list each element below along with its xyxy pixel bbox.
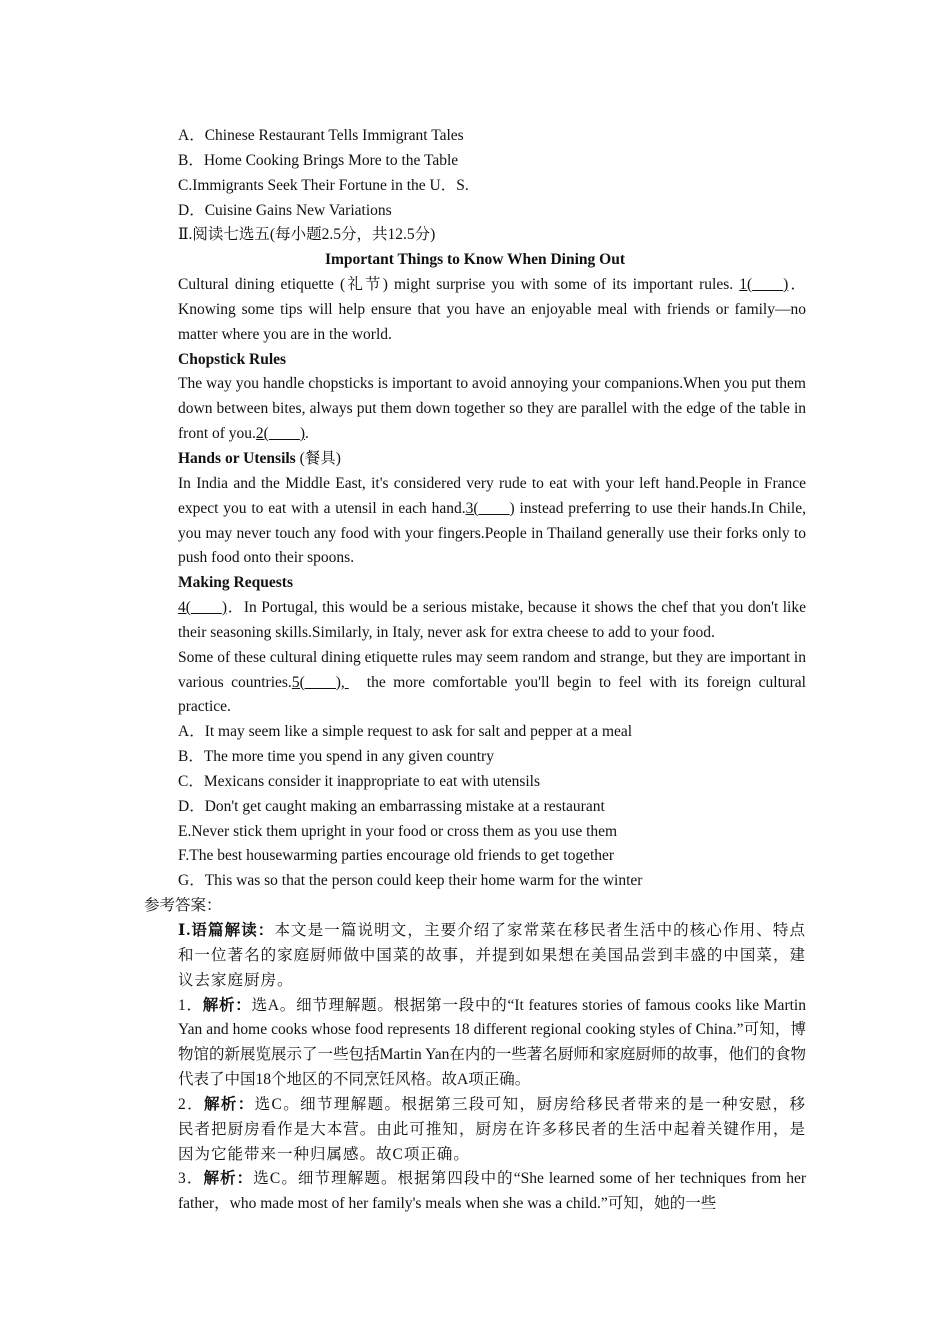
choice-g: G．This was so that the person could keep their home warm for the winter bbox=[178, 872, 643, 890]
passage-title: Important Things to Know When Dining Out bbox=[324, 251, 626, 269]
choice-c: C．Mexicans consider it inappropriate to eat with utensils bbox=[178, 772, 541, 790]
choice-f: F.The best housewarming parties encourage old friends to get together bbox=[178, 847, 615, 865]
answer-q3-text: 选C。细节理解题。根据第四段中的“She learned some of her techniques from her father，who made most of her family's meals when she was a child.”可知，她的一些 bbox=[178, 1170, 806, 1213]
paragraph-2-end: . bbox=[305, 425, 309, 443]
section-2-header: Ⅱ.阅读七选五(每小题2.5分，共12.5分) bbox=[178, 226, 436, 244]
heading-chopstick-rules: Chopstick Rules bbox=[178, 350, 287, 368]
paragraph-1-rest: ．Knowing some tips will help ensure that you have an enjoyable meal with friends or family—no matter where you are in the world. bbox=[178, 276, 806, 343]
choice-d: D．Don't get caught making an embarrassing mistake at a restaurant bbox=[178, 797, 605, 815]
paragraph-5-rest: the more comfortable you'll begin to feel with its foreign cultural practice. bbox=[178, 673, 806, 716]
answer-q1-label: 解析： bbox=[202, 996, 252, 1014]
answers-header: 参考答案： bbox=[144, 897, 222, 915]
paragraph-1 bbox=[144, 273, 806, 348]
blank-5-gap bbox=[345, 671, 367, 696]
blank-1: 1(____) bbox=[739, 276, 789, 294]
blank-4: 4(____) bbox=[178, 599, 228, 617]
choice-e: E.Never stick them upright in your food or cross them as you use them bbox=[178, 822, 618, 840]
answer-q3-label: 解析： bbox=[203, 1170, 254, 1188]
blank-2: 2(____) bbox=[255, 425, 305, 443]
paragraph-1-text: Cultural dining etiquette (礼节) might surprise you with some of its important rules. bbox=[178, 276, 734, 294]
answer-q1-number: 1． bbox=[178, 996, 203, 1014]
answer-q2-number: 2． bbox=[178, 1095, 205, 1113]
blank-3: 3(____) bbox=[465, 499, 515, 517]
answer-summary-text: 本文是一篇说明文，主要介绍了家常菜在移民者生活中的核心作用、特点和一位著名的家庭厨师做中国菜的故事，并提到如果想在美国品尝到丰盛的中国菜，建议去家庭厨房。 bbox=[178, 922, 806, 989]
paragraph-4 bbox=[144, 596, 806, 646]
paragraph-3-text: In India and the Middle East, it's considered very rude to eat with your left hand.People in France expect you to eat with a utensil in each hand. bbox=[178, 474, 806, 517]
answer-q2-text: 选C。细节理解题。根据第三段可知，厨房给移民者带来的是一种安慰，移民者把厨房看作是大本营。由此可推知，厨房在许多移民者的生活中起着关键作用，是因为它能带来一种归属感。故C项正确。 bbox=[178, 1095, 806, 1163]
answer-summary bbox=[144, 919, 806, 994]
option-d: D．Cuisine Gains New Variations bbox=[178, 201, 392, 219]
paragraph-5 bbox=[144, 646, 806, 721]
heading-hands-utensils bbox=[144, 447, 806, 472]
paragraph-3-rest: instead preferring to use their hands.In Chile, you may never touch any food with your fingers.People in Thailand generally use their forks only to push food onto their spoons. bbox=[178, 499, 806, 567]
paragraph-3 bbox=[144, 472, 806, 571]
answer-q3 bbox=[144, 1167, 806, 1217]
heading-hands-utensils-note: (餐具) bbox=[299, 449, 341, 467]
heading-making-requests: Making Requests bbox=[178, 574, 293, 592]
answer-q1-text: 选A。细节理解题。根据第一段中的“It features stories of famous cooks like Martin Yan and home cooks whose food represents 18 different regional cooking styles of China.”可知，博物馆的新展览展示了一些包括Martin Yan在内的一些著名厨师和家庭厨师的故事，他们的食物代表了中国18个地区的不同烹饪风格。故A项正确。 bbox=[178, 996, 806, 1089]
option-b: B．Home Cooking Brings More to the Table bbox=[178, 151, 459, 169]
option-c: C.Immigrants Seek Their Fortune in the U．S. bbox=[178, 176, 469, 194]
answer-q3-number: 3． bbox=[178, 1170, 204, 1188]
document-page bbox=[144, 124, 806, 1217]
answer-summary-label: Ⅰ.语篇解读： bbox=[178, 922, 275, 939]
paragraph-4-text: ．In Portugal, this would be a serious mistake, because it shows the chef that you don't like their seasoning skills.Similarly, in Italy, never ask for extra cheese to add to your food. bbox=[178, 599, 806, 641]
paragraph-5-text: Some of these cultural dining etiquette rules may seem random and strange, but they are important in various countries. bbox=[178, 648, 806, 691]
choice-b: B．The more time you spend in any given country bbox=[178, 748, 494, 766]
blank-5: 5(____), bbox=[291, 673, 345, 691]
paragraph-2-text: The way you handle chopsticks is important to avoid annoying your companions.When you put them down between bites, always put them down together so they are parallel with the edge of the table in front of you. bbox=[178, 375, 806, 443]
answer-q2-label: 解析： bbox=[204, 1095, 255, 1113]
choice-a: A．It may seem like a simple request to ask for salt and pepper at a meal bbox=[178, 723, 633, 741]
answer-q2 bbox=[144, 1093, 806, 1168]
answer-q1 bbox=[144, 994, 806, 1093]
paragraph-2 bbox=[144, 372, 806, 447]
option-a: A．Chinese Restaurant Tells Immigrant Tales bbox=[178, 127, 464, 144]
heading-hands-utensils-text: Hands or Utensils bbox=[178, 449, 296, 467]
